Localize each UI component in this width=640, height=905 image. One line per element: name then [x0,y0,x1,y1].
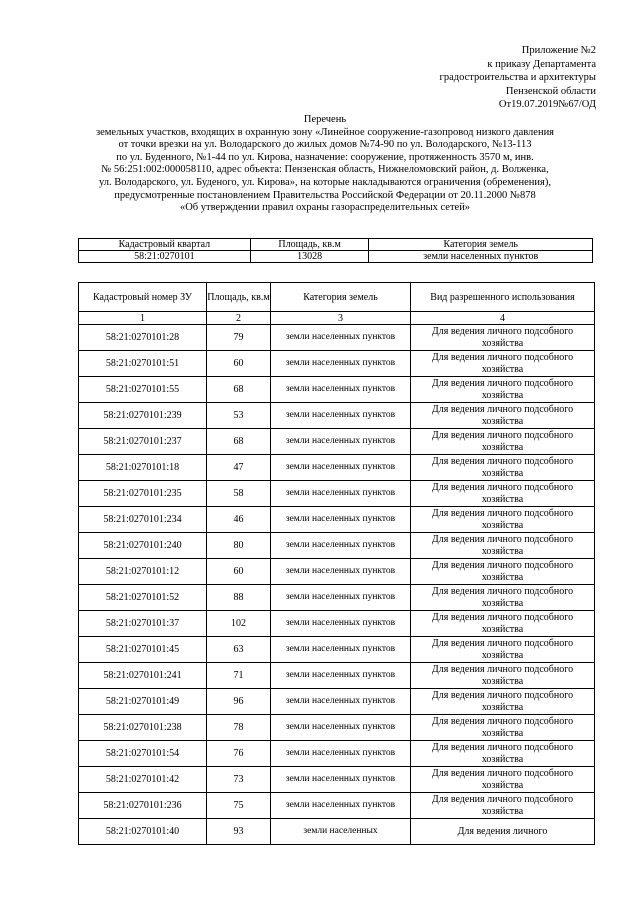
cell-category: земли населенных пунктов [271,611,411,637]
cell-area: 78 [207,715,271,741]
cell-cadastral-number: 58:21:0270101:18 [79,455,207,481]
cell-permitted-use: Для ведения личного подсобного хозяйства [411,429,595,455]
cell-cadastral-number: 58:21:0270101:52 [79,585,207,611]
cell-category: земли населенных пунктов [271,507,411,533]
cell-permitted-use: Для ведения личного подсобного хозяйства [411,325,595,351]
cell-category: земли населенных пунктов [271,455,411,481]
cell-area: 71 [207,663,271,689]
parcels-table [78,282,595,845]
cell-area: 68 [207,429,271,455]
title-line: по ул. Буденного, №1-44 по ул. Кирова, назначение: сооружение, протяженность 3570 м, инв. [116,151,534,163]
cell-area: 76 [207,741,271,767]
cell-cadastral-number: 58:21:0270101:235 [79,481,207,507]
table-row [79,793,595,819]
quarter-table [78,238,593,263]
cell-cadastral-number: 58:21:0270101:237 [79,429,207,455]
cell-permitted-use: Для ведения личного подсобного хозяйства [411,585,595,611]
cell-area: 13028 [250,251,369,263]
column-number: 1 [79,312,207,325]
header-line: градостроительства и архитектуры [439,72,596,84]
column-number: 4 [411,312,595,325]
cell-permitted-use: Для ведения личного подсобного хозяйства [411,767,595,793]
title-line: предусмотренные постановлением Правительства Российской Федерации от 20.11.2000 №878 [114,189,536,201]
cell-cadastral-number: 58:21:0270101:240 [79,533,207,559]
header-line: к приказу Департамента [487,58,596,70]
cell-permitted-use: Для ведения личного подсобного хозяйства [411,689,595,715]
cell-category: земли населенных [271,819,411,845]
quarter-table-header [79,239,593,251]
header-cell: Площадь, кв.м [250,239,369,251]
cell-permitted-use: Для ведения личного подсобного хозяйства [411,455,595,481]
title-heading: Перечень [303,114,347,125]
cell-permitted-use: Для ведения личного [411,819,595,845]
table-row [79,663,595,689]
cell-area: 73 [207,767,271,793]
cell-category: земли населенных пунктов [271,559,411,585]
table-row [79,559,595,585]
cell-permitted-use: Для ведения личного подсобного хозяйства [411,481,595,507]
table-row [79,403,595,429]
cell-category: земли населенных пунктов [369,251,593,263]
cell-cadastral-number: 58:21:0270101:51 [79,351,207,377]
title-line: от точки врезки на ул. Володарского до жилых домов №74-90 по ул. Володарского, №13-113 [118,139,532,151]
cell-cadastral-number: 58:21:0270101:236 [79,793,207,819]
cell-cadastral-number: 58:21:0270101:28 [79,325,207,351]
cell-category: земли населенных пунктов [271,663,411,689]
parcels-table-header [79,283,595,312]
cell-area: 88 [207,585,271,611]
cell-cadastral-number: 58:21:0270101:239 [79,403,207,429]
cell-category: земли населенных пунктов [271,585,411,611]
cell-category: земли населенных пунктов [271,533,411,559]
cell-cadastral-number: 58:21:0270101:12 [79,559,207,585]
cell-category: земли населенных пунктов [271,689,411,715]
column-number: 2 [207,312,271,325]
header-line: Пензенской области [505,85,596,97]
header-cell: Кадастровый квартал [79,239,251,251]
cell-category: земли населенных пунктов [271,403,411,429]
column-numbers-row [79,312,595,325]
cell-permitted-use: Для ведения личного подсобного хозяйства [411,377,595,403]
table-row [79,325,595,351]
header-cell: Кадастровый номер ЗУ [79,283,207,312]
header-line: Приложение №2 [521,45,596,56]
table-row [79,819,595,845]
cell-category: земли населенных пунктов [271,793,411,819]
cell-category: земли населенных пунктов [271,377,411,403]
cell-area: 68 [207,377,271,403]
cell-area: 96 [207,689,271,715]
table-row [79,351,595,377]
column-number: 3 [271,312,411,325]
cell-permitted-use: Для ведения личного подсобного хозяйства [411,533,595,559]
cell-cadastral-number: 58:21:0270101:49 [79,689,207,715]
table-row [79,637,595,663]
header-cell: Категория земель [271,283,411,312]
title-line: ул. Володарского, ул. Буденого, ул. Кирова», на которые накладываются ограничения (обременения), [99,176,551,188]
cell-cadastral-number: 58:21:0270101:42 [79,767,207,793]
cell-cadastral-number: 58:21:0270101:37 [79,611,207,637]
table-row [79,767,595,793]
document-title [58,114,592,215]
cell-permitted-use: Для ведения личного подсобного хозяйства [411,351,595,377]
table-row [79,533,595,559]
table-row [79,585,595,611]
cell-permitted-use: Для ведения личного подсобного хозяйства [411,507,595,533]
table-row [79,689,595,715]
cell-cadastral-number: 58:21:0270101:238 [79,715,207,741]
table-row [79,481,595,507]
cell-area: 63 [207,637,271,663]
cell-area: 53 [207,403,271,429]
cell-area: 47 [207,455,271,481]
cell-area: 80 [207,533,271,559]
title-line: земельных участков, входящих в охранную зону «Линейное сооружение-газопровод низкого давления [95,126,555,138]
cell-cadastral-number: 58:21:0270101:241 [79,663,207,689]
cell-category: земли населенных пунктов [271,351,411,377]
cell-permitted-use: Для ведения личного подсобного хозяйства [411,793,595,819]
cell-area: 46 [207,507,271,533]
title-line: «Об утверждении правил охраны газораспределительных сетей» [179,202,471,214]
cell-category: земли населенных пунктов [271,741,411,767]
cell-area: 58 [207,481,271,507]
cell-cadastral-number: 58:21:0270101:55 [79,377,207,403]
cell-permitted-use: Для ведения личного подсобного хозяйства [411,403,595,429]
cell-category: земли населенных пунктов [271,715,411,741]
cell-permitted-use: Для ведения личного подсобного хозяйства [411,741,595,767]
cell-category: земли населенных пунктов [271,767,411,793]
cell-cadastral-number: 58:21:0270101:40 [79,819,207,845]
table-row [79,741,595,767]
cell-category: земли населенных пунктов [271,325,411,351]
cell-quarter: 58:21:0270101 [79,251,251,263]
cell-permitted-use: Для ведения личного подсобного хозяйства [411,663,595,689]
cell-permitted-use: Для ведения личного подсобного хозяйства [411,559,595,585]
cell-area: 79 [207,325,271,351]
quarter-table-row [79,251,593,263]
cell-area: 60 [207,351,271,377]
cell-permitted-use: Для ведения личного подсобного хозяйства [411,611,595,637]
header-cell: Категория земель [369,239,593,251]
cell-area: 102 [207,611,271,637]
cell-category: земли населенных пунктов [271,637,411,663]
cell-cadastral-number: 58:21:0270101:234 [79,507,207,533]
header-cell: Площадь, кв.м [207,283,271,312]
cell-category: земли населенных пунктов [271,481,411,507]
header-line: От19.07.2019№67/ОД [498,99,596,111]
cell-permitted-use: Для ведения личного подсобного хозяйства [411,637,595,663]
table-row [79,377,595,403]
table-row [79,715,595,741]
table-row [79,611,595,637]
cell-cadastral-number: 58:21:0270101:45 [79,637,207,663]
header-cell: Вид разрешенного использования [411,283,595,312]
cell-area: 75 [207,793,271,819]
cell-cadastral-number: 58:21:0270101:54 [79,741,207,767]
table-row [79,455,595,481]
document-header [440,44,596,112]
title-line: № 56:251:002:000058110, адрес объекта: Пензенская область, Нижнеломовский район, д. Волженка, [101,164,549,176]
cell-category: земли населенных пунктов [271,429,411,455]
table-row [79,429,595,455]
table-row [79,507,595,533]
cell-permitted-use: Для ведения личного подсобного хозяйства [411,715,595,741]
cell-area: 93 [207,819,271,845]
cell-area: 60 [207,559,271,585]
